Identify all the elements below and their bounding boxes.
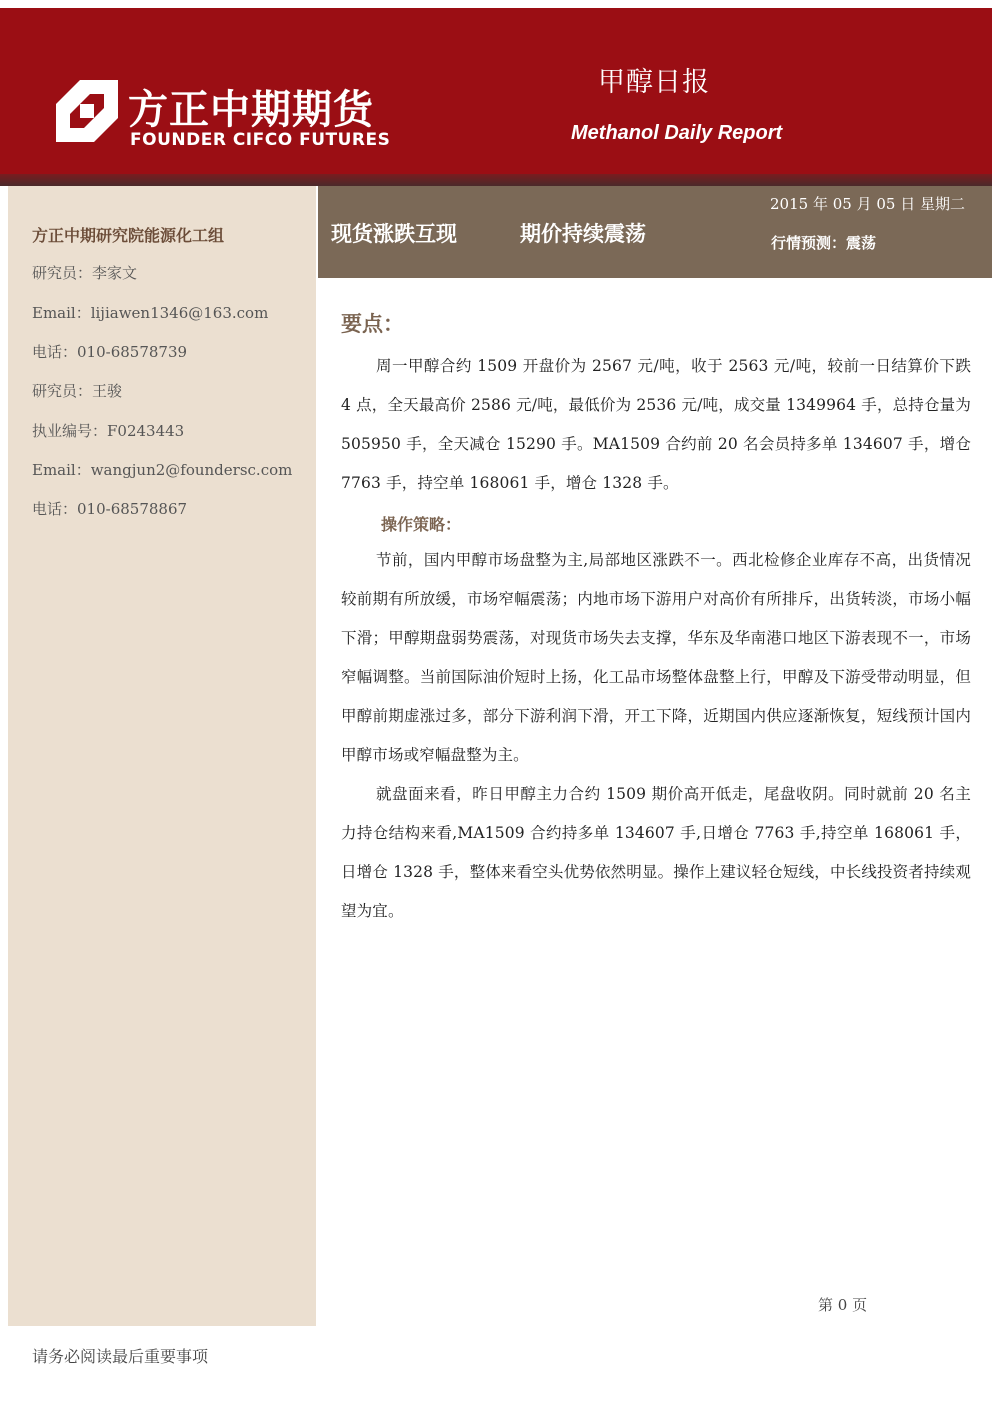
market-summary-paragraph: 周一甲醇合约 1509 开盘价为 2567 元/吨，收于 2563 元/吨，较前一日结算价下跌 4 点，全天最高价 2586 元/吨，最低价为 2536 元/吨，成交量 1349964 手，总持仓量为 505950 手，全天减仓 15290 手。MA1509 合约前 20 名会员持多单 134607 手，增仓 7763 手，持空单 168061 手，增仓 1328 手。 — [341, 357, 971, 492]
analyst-1-phone: 电话：010-68578739 — [32, 343, 188, 361]
analyst-1-name: 研究员：李家文 — [32, 264, 138, 282]
trading-advice-paragraph: 就盘面来看，昨日甲醇主力合约 1509 期价高开低走，尾盘收阴。同时就前 20 名主力持仓结构来看,MA1509 合约持多单 134607 手,日增仓 7763 手,持空单 168061 手，日增仓 1328 手，整体来看空头优势依然明显。操作上建议轻仓短线，中长线投资者持续观望为宜。 — [341, 785, 971, 920]
logo-english-name: FOUNDER CIFCO FUTURES — [130, 130, 391, 150]
market-forecast: 行情预测：震荡 — [771, 234, 877, 252]
report-title-en: Methanol Daily Report — [571, 122, 783, 144]
headline-spot: 现货涨跌互现 — [331, 222, 457, 246]
analyst-2-email: Email：wangjun2@foundersc.com — [32, 461, 293, 479]
market-analysis-paragraph: 节前，国内甲醇市场盘整为主,局部地区涨跌不一。西北检修企业库存不高，出货情况较前期有所放缓，市场窄幅震荡；内地市场下游用户对高价有所排斥，出货转淡，市场小幅下滑；甲醇期盘弱势震荡，对现货市场失去支撑，华东及华南港口地区下游表现不一，市场窄幅调整。当前国际油价短时上扬，化工品市场整体盘整上行，甲醇及下游受带动明显，但甲醇前期虚涨过多，部分下游利润下滑，开工下降，近期国内供应逐渐恢复，短线预计国内甲醇市场或窄幅盘整为主。 — [341, 551, 971, 764]
headline-futures: 期价持续震荡 — [520, 222, 646, 246]
research-team-title: 方正中期研究院能源化工组 — [32, 226, 225, 245]
logo-chinese-name: 方正中期期货 — [128, 87, 374, 133]
analyst-2-license: 执业编号：F0243443 — [32, 422, 185, 440]
page-number: 第 0 页 — [818, 1296, 868, 1314]
report-title-cn: 甲醇日报 — [598, 67, 710, 98]
header-shadow-divider — [0, 174, 992, 186]
analyst-2-phone: 电话：010-68578867 — [32, 500, 188, 518]
key-points-heading: 要点： — [341, 312, 404, 336]
strategy-heading: 操作策略： — [381, 515, 462, 534]
analyst-1-email: Email：lijiawen1346@163.com — [32, 304, 269, 322]
report-date: 2015 年 05 月 05 日 星期二 — [770, 195, 965, 213]
analyst-2-name: 研究员：王骏 — [32, 382, 123, 400]
disclaimer-note: 请务必阅读最后重要事项 — [32, 1347, 209, 1366]
founder-logo-icon — [56, 80, 118, 142]
